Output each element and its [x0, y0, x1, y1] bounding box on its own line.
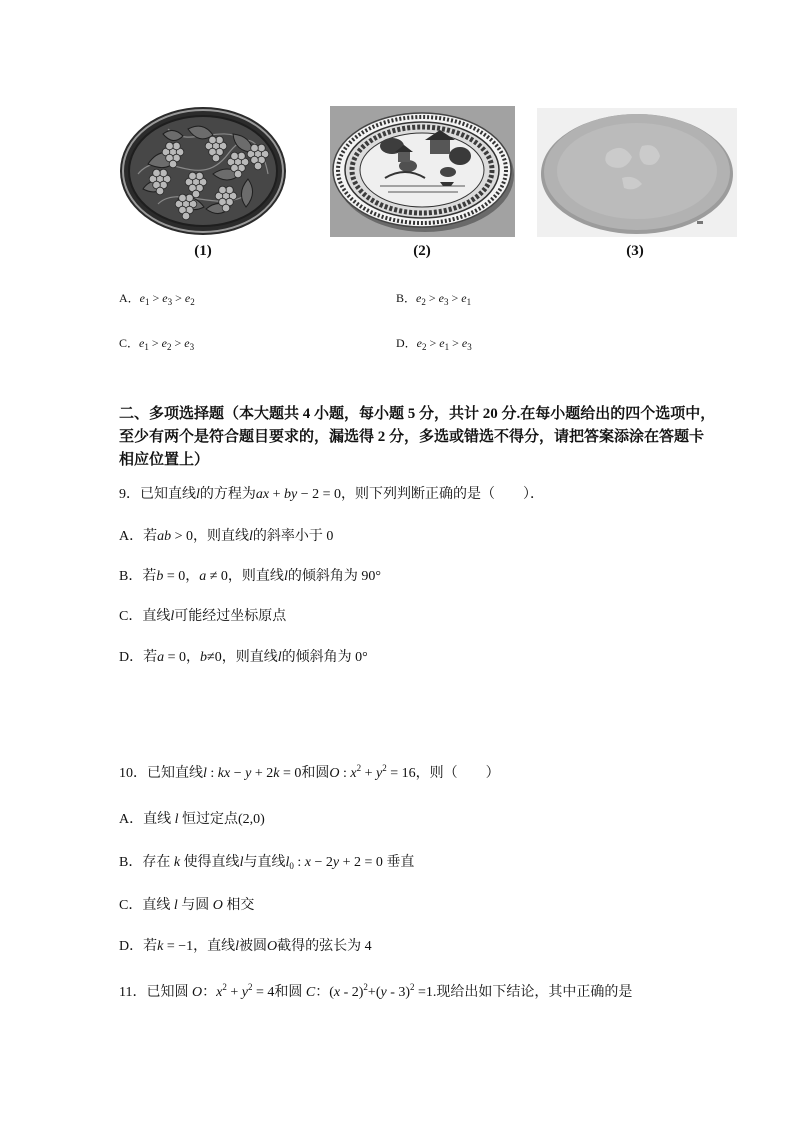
text-segment: ≠0，则直线: [207, 650, 278, 665]
text-segment: 恒过定点: [178, 812, 239, 827]
grape: [254, 162, 262, 170]
text-segment: + 2 = 0 垂直: [339, 855, 415, 870]
math-superscript: 2: [410, 982, 415, 992]
figure-1-carved-grape-dish: [118, 104, 288, 238]
grape: [258, 144, 266, 152]
q8-option-b: [396, 288, 471, 309]
math-variable: x: [350, 766, 357, 781]
q8-option-d: [396, 333, 472, 354]
grape: [179, 194, 187, 202]
q9-stem: [119, 485, 544, 505]
text-segment: A．: [119, 291, 140, 305]
grape: [166, 142, 174, 150]
text-segment: = 16，则（ ）: [386, 766, 500, 781]
text-segment: +: [361, 766, 377, 781]
q9-option-a: [119, 527, 333, 547]
section-2-header-line-3: 相应位置上）: [119, 452, 210, 468]
math-variable: l: [170, 609, 175, 624]
text-segment: 9．已知直线: [119, 487, 196, 502]
grape: [182, 212, 190, 220]
math-variable: by: [284, 487, 298, 502]
math-variable: l: [196, 487, 200, 502]
text-segment: - 3): [386, 985, 411, 1000]
text-segment: A．若: [119, 529, 158, 544]
text-segment: :: [339, 766, 351, 781]
grape: [231, 152, 239, 160]
text-segment: >: [426, 336, 440, 350]
text-segment: 可能经过坐标原点: [174, 609, 287, 624]
grape: [212, 154, 220, 162]
math-variable: e: [416, 336, 422, 350]
math-variable: l: [174, 812, 179, 827]
math-variable: y: [380, 985, 387, 1000]
grape: [219, 186, 227, 194]
math-variable: ab: [157, 529, 172, 544]
grape: [173, 142, 181, 150]
math-superscript: 2: [363, 982, 368, 992]
text-segment: 与直线: [243, 855, 286, 870]
grape: [156, 187, 164, 195]
text-segment: D．若: [119, 939, 158, 954]
math-variable: l: [203, 766, 207, 781]
text-segment: ：: [202, 985, 217, 1000]
text-segment: > 0，则直线: [171, 529, 250, 544]
text-segment: B．若: [119, 569, 157, 584]
math-variable: l: [239, 855, 244, 870]
text-segment: 截得的弦长为 4: [277, 939, 372, 954]
text-segment: C．直线: [119, 898, 174, 913]
q9-option-b: [119, 567, 381, 587]
math-subscript: 2: [166, 342, 172, 352]
math-variable: a: [157, 650, 165, 665]
math-subscript: 3: [467, 342, 472, 352]
q11-stem: [119, 983, 632, 1003]
figure-1-label: (1): [194, 243, 212, 259]
grape: [222, 204, 230, 212]
math-variable: O: [191, 985, 203, 1000]
text-segment: ：(: [315, 985, 334, 1000]
math-subscript: 3: [189, 342, 195, 352]
math-variable: e: [461, 291, 467, 305]
q10-option-b: [119, 853, 414, 873]
math-variable: e: [161, 336, 167, 350]
figure-2-porcelain-plate: [330, 106, 515, 237]
math-variable: k: [273, 766, 280, 781]
text-segment: +: [226, 985, 242, 1000]
math-variable: e: [162, 291, 168, 305]
math-variable: a: [199, 569, 207, 584]
text-segment: :: [206, 766, 218, 781]
grape: [209, 136, 217, 144]
text-segment: D．: [396, 336, 417, 350]
text-segment: D．若: [119, 650, 158, 665]
text-segment: B．存在: [119, 855, 174, 870]
q10-option-a: [119, 810, 265, 830]
math-variable: e: [184, 336, 190, 350]
figure-2-label: (2): [413, 243, 431, 259]
text-segment: = −1，直线: [163, 939, 236, 954]
math-variable: e: [438, 291, 444, 305]
text-segment: >: [172, 291, 185, 305]
text-segment: C．: [119, 336, 140, 350]
section-2-header-line-1: 二、多项选择题（本大题共 4 小题，每小题 5 分，共计 20 分.在每小题给出的四个选项中，: [119, 406, 716, 422]
math-variable: e: [461, 336, 468, 350]
math-variable: e: [439, 336, 445, 350]
math-variable: C: [305, 985, 316, 1000]
math-superscript: 2: [247, 982, 253, 992]
math-variable: b: [156, 569, 164, 584]
figure-3-label: (3): [626, 243, 644, 259]
text-segment: = 0，: [163, 569, 200, 584]
math-variable: e: [139, 291, 145, 305]
q8-option-c: [119, 333, 194, 354]
grape: [216, 136, 224, 144]
math-subscript: 2: [422, 342, 427, 352]
text-segment: ≠ 0，则直线: [206, 569, 284, 584]
math-superscript: 2: [222, 982, 227, 992]
math-subscript: 3: [443, 297, 449, 307]
text-segment: :: [293, 855, 305, 870]
math-variable: O: [329, 766, 340, 781]
text-segment: >: [449, 336, 462, 350]
math-variable: l: [173, 898, 178, 913]
text-segment: >: [148, 336, 162, 350]
text-segment: >: [171, 336, 185, 350]
math-variable: e: [184, 291, 191, 305]
math-variable: kx: [217, 766, 231, 781]
math-variable: O: [267, 939, 278, 954]
math-variable: y: [376, 766, 383, 781]
math-superscript: 2: [356, 763, 362, 773]
math-variable: e: [139, 336, 145, 350]
math-variable: x: [304, 855, 311, 870]
math-variable: l: [277, 650, 282, 665]
math-subscript: 2: [421, 297, 426, 307]
math-subscript: 2: [190, 297, 195, 307]
text-segment: 相交: [222, 898, 255, 913]
text-segment: 使得直线: [180, 855, 240, 870]
grape: [226, 186, 234, 194]
grape: [189, 172, 197, 180]
text-segment: C．直线: [119, 609, 171, 624]
section-2-header-line-2: 至少有两个是符合题目要求的，漏选得 2 分，多选或错选不得分，请把答案添涂在答题卡: [119, 429, 705, 445]
q9-option-c: [119, 607, 286, 627]
text-segment: A．直线: [119, 812, 175, 827]
text-segment: >: [149, 291, 163, 305]
text-segment: >: [448, 291, 462, 305]
q10-stem: [119, 764, 500, 784]
text-segment: (2,0): [238, 812, 265, 827]
grape: [186, 194, 194, 202]
figure-3-plain-dish: [537, 108, 737, 237]
math-variable: l: [249, 529, 253, 544]
text-segment: 被圆: [239, 939, 268, 954]
math-variable: l: [285, 855, 290, 870]
text-segment: 的方程为: [199, 487, 256, 502]
grape: [169, 160, 177, 168]
text-segment: =1.现给出如下结论，其中正确的是: [414, 985, 633, 1000]
text-segment: 的斜率小于 0: [252, 529, 334, 544]
grape: [251, 144, 259, 152]
text-segment: = 0和圆: [279, 766, 330, 781]
math-variable: x: [216, 985, 223, 1000]
grape: [160, 169, 168, 177]
text-segment: >: [425, 291, 439, 305]
math-variable: b: [200, 650, 208, 665]
q8-option-a: [119, 288, 195, 309]
grape: [153, 169, 161, 177]
math-subscript: 1: [145, 297, 150, 307]
q9-option-d: [119, 648, 368, 668]
math-subscript: 3: [167, 297, 173, 307]
math-variable: ax: [255, 487, 270, 502]
math-variable: y: [245, 766, 252, 781]
math-variable: l: [235, 939, 240, 954]
math-variable: y: [241, 985, 248, 1000]
grape: [238, 152, 246, 160]
math-variable: e: [416, 291, 422, 305]
text-segment: 与圆: [177, 898, 213, 913]
math-subscript: 1: [144, 342, 149, 352]
text-segment: +: [269, 487, 285, 502]
math-subscript: 1: [444, 342, 450, 352]
math-superscript: 2: [382, 763, 387, 773]
text-segment: = 0，: [164, 650, 201, 665]
math-variable: y: [332, 855, 340, 870]
grape: [196, 172, 204, 180]
math-variable: x: [333, 985, 341, 1000]
math-variable: O: [212, 898, 223, 913]
text-segment: + 2: [251, 766, 274, 781]
text-segment: − 2 = 0，则下列判断正确的是（ ）．: [297, 487, 545, 502]
math-variable: k: [157, 939, 164, 954]
text-segment: - 2): [340, 985, 364, 1000]
text-segment: 的倾斜角为 0°: [281, 650, 368, 665]
text-segment: 的倾斜角为 90°: [287, 569, 381, 584]
math-variable: l: [283, 569, 288, 584]
text-segment: B．: [396, 291, 417, 305]
q10-option-c: [119, 896, 254, 916]
grape: [234, 170, 242, 178]
math-subscript: 1: [466, 297, 472, 307]
text-segment: −: [230, 766, 246, 781]
math-subscript: 0: [289, 861, 294, 871]
math-variable: k: [173, 855, 181, 870]
text-segment: − 2: [310, 855, 333, 870]
text-segment: 10．已知直线: [119, 766, 203, 781]
text-segment: 11．已知圆: [119, 985, 192, 1000]
text-segment: = 4和圆: [252, 985, 306, 1000]
text-segment: +(: [367, 985, 381, 1000]
q10-option-d: [119, 937, 372, 957]
